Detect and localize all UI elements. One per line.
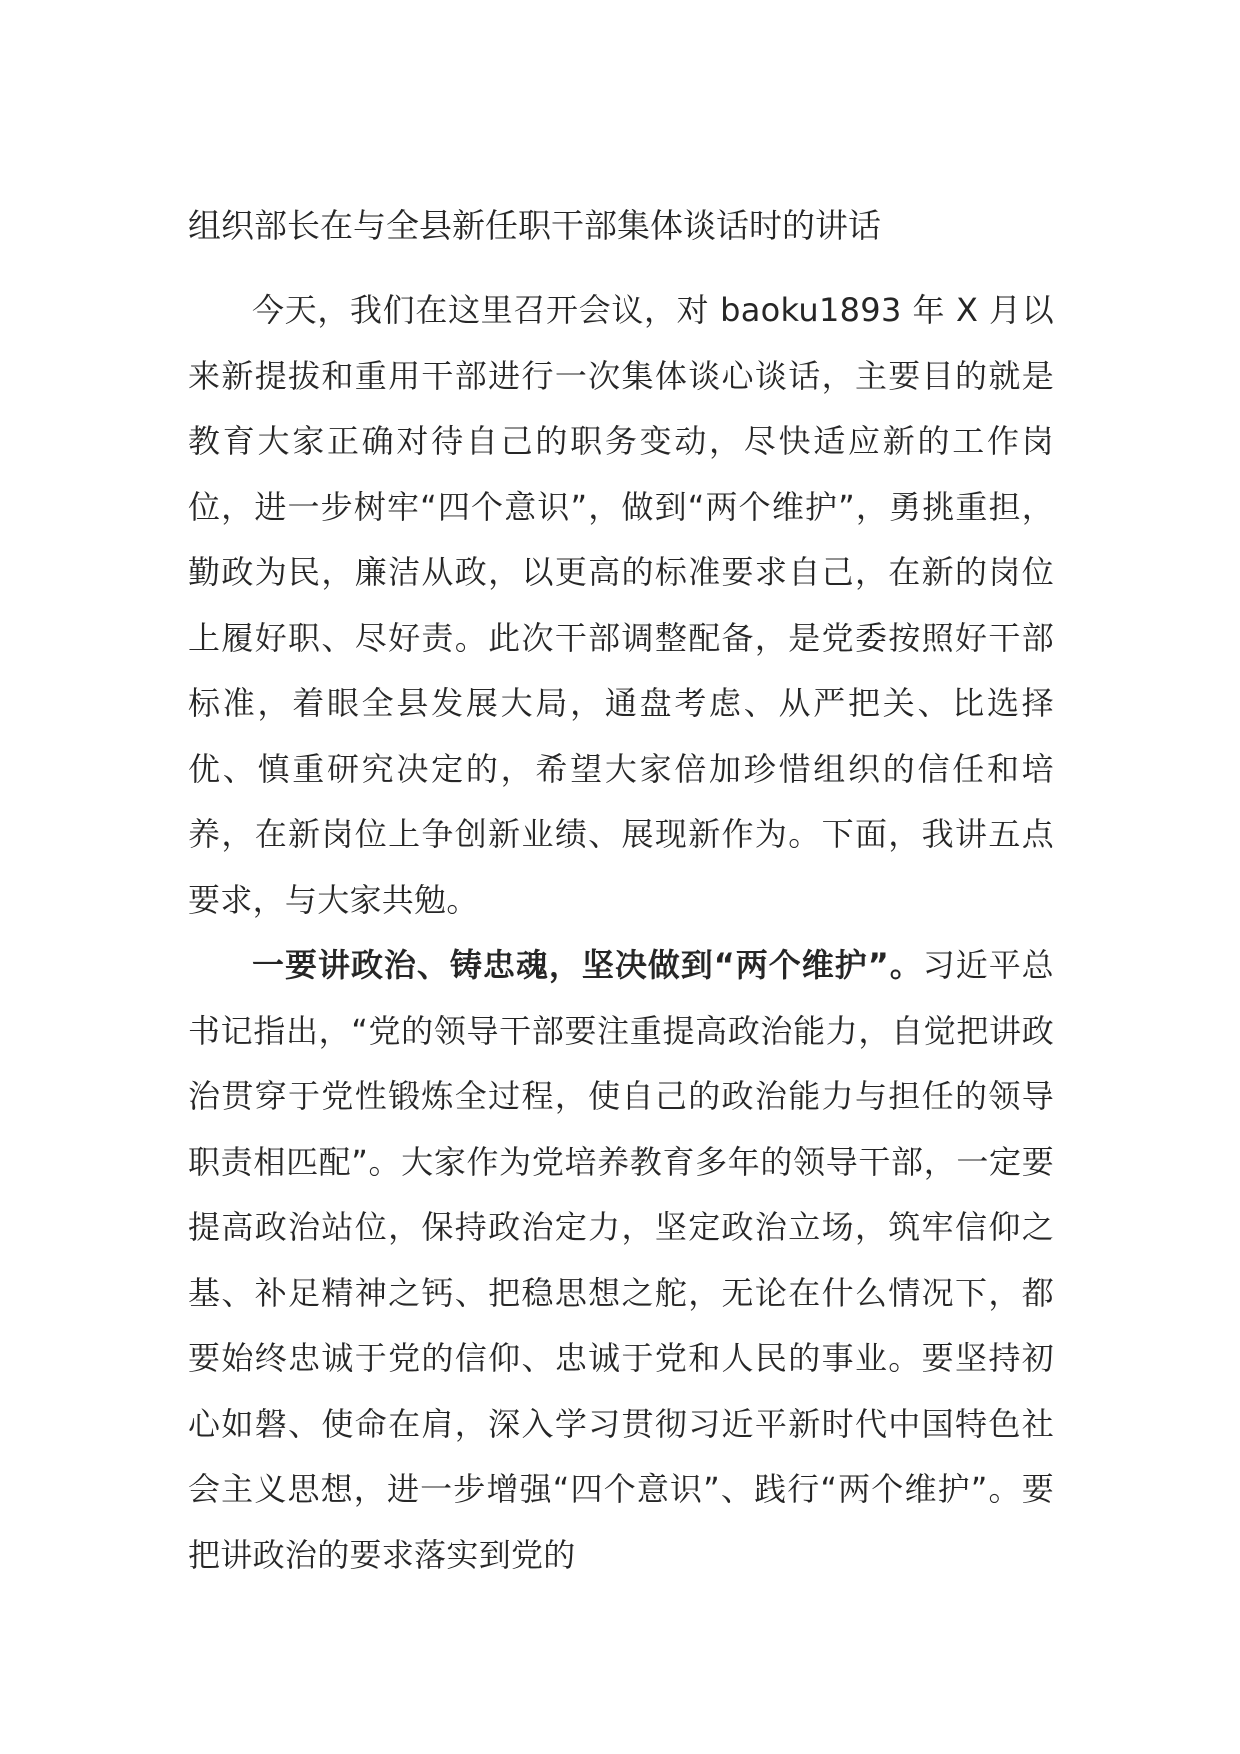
paragraph-requirement-one <box>188 933 1054 1588</box>
document-body <box>188 196 1054 1588</box>
paragraph-text: 今天，我们在这里召开会议，对 baoku1893 年 X 月以来新提拔和重用干部进行一次集体谈心谈话，主要目的就是教育大家正确对待自己的职务变动，尽快适应新的工作岗位，进一步树牢“四个意识”，做到“两个维护”，勇挑重担，勤政为民，廉洁从政，以更高的标准要求自己，在新的岗位上履好职、尽好责。此次干部调整配备，是党委按照好干部标准，着眼全县发展大局，通盘考虑、从严把关、比选择优、慎重研究决定的，希望大家倍加珍惜组织的信任和培养，在新岗位上争创新业绩、展现新作为。下面，我讲五点要求，与大家共勉。 <box>188 291 1054 919</box>
paragraph-lead-heading: 一要讲政治、铸忠魂，坚决做到“两个维护”。 <box>252 946 923 984</box>
paragraph-opening <box>188 278 1054 933</box>
document-title: 组织部长在与全县新任职干部集体谈话时的讲话 <box>188 206 881 245</box>
paragraph-text: 习近平总书记指出，“党的领导干部要注重提高政治能力，自觉把讲政治贯穿于党性锻炼全过程，使自己的政治能力与担任的领导职责相匹配”。大家作为党培养教育多年的领导干部，一定要提高政治站位，保持政治定力，坚定政治立场，筑牢信仰之基、补足精神之钙、把稳思想之舵，无论在什么情况下，都要始终忠诚于党的信仰、忠诚于党和人民的事业。要坚持初心如磐、使命在肩，深入学习贯彻习近平新时代中国特色社会主义思想，进一步增强“四个意识”、践行“两个维护”。要把讲政治的要求落实到党的 <box>188 946 1054 1574</box>
